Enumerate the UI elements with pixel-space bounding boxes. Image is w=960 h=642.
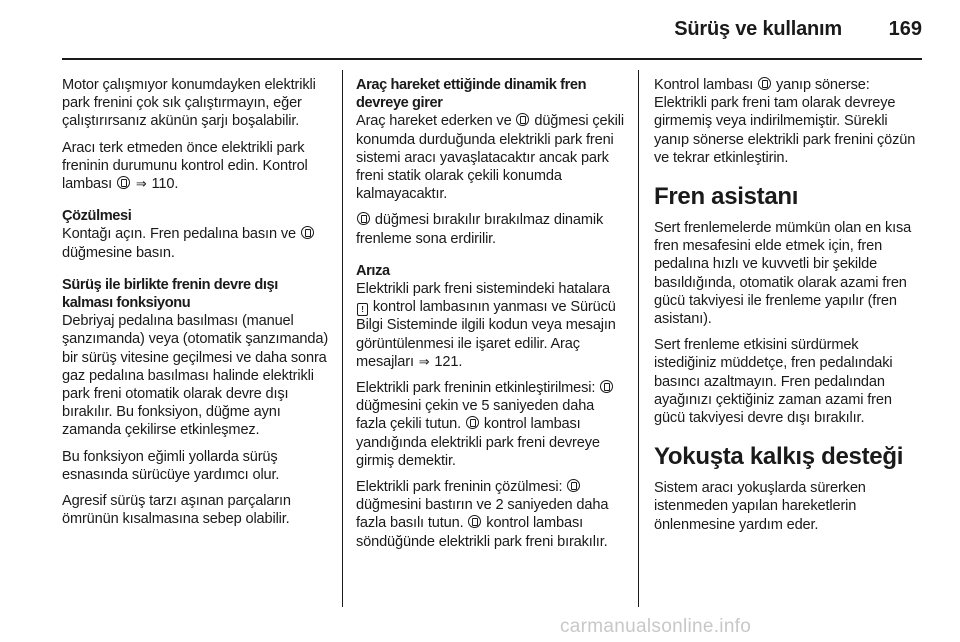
paragraph: Aracı terk etmeden önce elektrikli park freninin durumunu kontrol edin. Kontrol lambası ⇒ 110. xyxy=(62,139,308,193)
column-3 xyxy=(654,76,922,542)
heading-hill-start-assist: Yokuşta kalkış desteği xyxy=(654,443,904,471)
column-divider xyxy=(638,70,639,607)
parking-brake-icon xyxy=(567,479,580,492)
subheading-auto-release: Sürüş ile birlikte frenin devre dışı kalması fonksiyonu xyxy=(62,276,278,312)
page-header xyxy=(0,0,960,52)
paragraph: Kontağı açın. Fren pedalına basın ve düğmesine basın. xyxy=(62,225,330,261)
parking-brake-icon xyxy=(600,380,613,393)
paragraph: düğmesi bırakılır bırakılmaz dinamik frenleme sona erdirilir. xyxy=(356,212,604,247)
watermark: carmanualsonline.info xyxy=(560,616,752,637)
subheading-release: Çözülmesi xyxy=(62,208,132,225)
section-title: Sürüş ve kullanım xyxy=(674,18,842,40)
parking-brake-icon xyxy=(357,212,370,225)
paragraph: Motor çalışmıyor konumdayken elektrikli park frenini çok sık çalıştırmayın, eğer çalıştırırsanız akünün şarjı boşalabilir. xyxy=(62,77,316,130)
parking-brake-icon xyxy=(516,113,529,126)
paragraph: Kontrol lambası yanıp sönerse: Elektrikli park freni tam olarak devreye girmemiş veya indirilmemiştir. Sürekli yanıp sönerse elektrikli park frenini çözün ve tekrar etkinleştirin. xyxy=(654,77,916,166)
parking-brake-icon xyxy=(468,515,481,528)
page-number: 169 xyxy=(888,18,922,40)
reference-arrow-icon: ⇒ xyxy=(135,176,147,192)
heading-brake-assist: Fren asistanı xyxy=(654,183,799,211)
paragraph: Debriyaj pedalına basılması (manuel şanzımanda) veya (otomatik şanzımanda) bir sürüş vitesine geçilmesi ve daha sonra gaz pedalına basılması halinde elektrikli park freni otomatik olarak devre dışı bırakılır. Bu fonksiyon, düğme aynı zamanda çekilirse etkinleşmez. xyxy=(62,313,329,439)
column-2 xyxy=(356,76,624,559)
paragraph: Elektrikli park freninin çözülmesi: düğmesini bastırın ve 2 saniyeden daha fazla basılı tutun. kontrol lambası söndüğünde elektrikli park freni bırakılır. xyxy=(356,479,609,550)
header-rule xyxy=(62,58,922,60)
parking-brake-icon xyxy=(466,416,479,429)
subheading-fault: Arıza xyxy=(356,262,390,279)
reference-arrow-icon: ⇒ xyxy=(418,353,430,369)
paragraph: Sistem aracı yokuşlarda sürerken istenmeden yapılan hareketlerin önlenmesine yardım eder. xyxy=(654,480,866,533)
parking-brake-icon xyxy=(758,77,771,90)
paragraph: Sert frenleme etkisini sürdürmek istediğiniz müddetçe, fren pedalındaki basıncı azaltmayın. Fren pedalından ayağınızı çektiğiniz zaman azami fren gücü takviyesi devre dışı bırakılır. xyxy=(654,337,893,427)
paragraph: Bu fonksiyon eğimli yollarda sürüş esnasında sürücüye yardımcı olur. xyxy=(62,448,280,483)
column-divider xyxy=(342,70,343,607)
paragraph: Elektrikli park freni sistemindeki hatalara ! kontrol lambasının yanması ve Sürücü Bilgi Sisteminde ilgili kodun veya mesajın görüntülenmesi ile işaret edilir. Araç mesajları ⇒ 121. xyxy=(356,281,616,370)
parking-brake-icon xyxy=(117,176,130,189)
parking-brake-icon xyxy=(301,226,314,239)
paragraph: Agresif sürüş tarzı aşınan parçaların ömrünün kısalmasına sebep olabilir. xyxy=(62,493,291,528)
paragraph: Araç hareket ederken ve düğmesi çekili konumda durduğunda elektrikli park freni sistemi aracı yavaşlatacaktır ancak park freni statik olarak çekili konumda kalmayacaktır. xyxy=(356,113,624,203)
paragraph: Sert frenlemelerde mümkün olan en kısa fren mesafesini elde etmek için, fren pedalına hızlı ve kuvvetli bir şekilde basıldığında, otomatik olarak azami fren gücü takviyesi ile frenleme yapılır (fren asistanı). xyxy=(654,220,912,328)
column-1 xyxy=(62,76,330,536)
paragraph: Elektrikli park freninin etkinleştirilmesi: düğmesini çekin ve 5 saniyeden daha fazla çekili tutun. kontrol lambası yandığında elektrikli park freni devreye girmiş demektir. xyxy=(356,379,624,470)
subheading-dynamic-braking: Araç hareket ettiğinde dinamik fren devreye girer xyxy=(356,77,587,112)
warning-lamp-icon: ! xyxy=(357,303,368,316)
